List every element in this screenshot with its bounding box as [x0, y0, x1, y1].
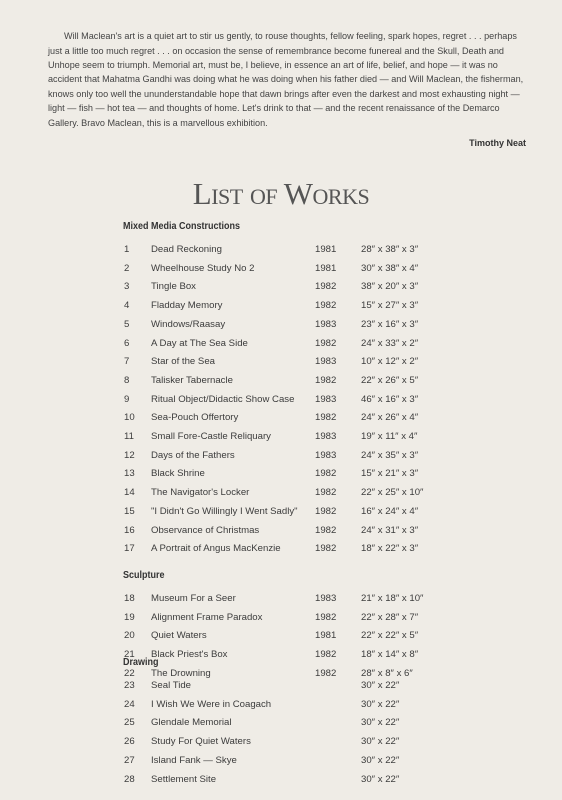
work-dimensions: 10″ x 12″ x 2″: [361, 356, 419, 368]
work-year: 1982: [315, 468, 337, 480]
work-title: Black Shrine: [151, 468, 205, 480]
work-row: [0, 487, 562, 505]
work-number: 3: [124, 281, 130, 293]
work-dimensions: 24″ x 35″ x 3″: [361, 449, 419, 461]
work-year: 1982: [315, 281, 337, 293]
work-number: 20: [124, 630, 135, 642]
work-number: 4: [124, 300, 130, 312]
work-row: [0, 506, 562, 524]
work-year: 1982: [315, 505, 337, 517]
work-number: 23: [124, 680, 135, 691]
work-title: Observance of Christmas: [151, 524, 260, 536]
work-year: 1983: [315, 393, 337, 405]
work-dimensions: 30″ x 22″: [361, 773, 400, 785]
work-dimensions: 19″ x 11″ x 4″: [361, 431, 418, 442]
work-title: Ritual Object/Didactic Show Case: [151, 393, 295, 405]
work-number: 7: [124, 356, 130, 368]
work-dimensions: 30″ x 22″: [361, 698, 400, 710]
section-heading: Sculpture: [123, 570, 165, 581]
work-title: Wheelhouse Study No 2: [151, 262, 255, 274]
work-number: 2: [124, 262, 130, 274]
work-title: Fladday Memory: [151, 300, 223, 312]
work-year: 1982: [315, 300, 337, 312]
work-year: 1982: [315, 543, 337, 555]
work-dimensions: 22″ x 22″ x 5″: [361, 630, 419, 642]
work-dimensions: 30″ x 22″: [361, 680, 400, 691]
work-number: 8: [124, 374, 130, 386]
author-credit: Timothy Neat: [469, 138, 526, 148]
work-number: 12: [124, 449, 135, 461]
work-number: 27: [124, 754, 135, 766]
work-title: Sea-Pouch Offertory: [151, 412, 239, 424]
work-year: 1983: [315, 318, 337, 330]
work-title: Seal Tide: [151, 680, 192, 691]
work-title: Quiet Waters: [151, 630, 207, 642]
work-dimensions: 28″ x 38″ x 3″: [361, 244, 419, 255]
work-dimensions: 15″ x 21″ x 3″: [361, 468, 419, 480]
work-number: 6: [124, 337, 130, 349]
work-title: The Navigator's Locker: [151, 487, 250, 499]
work-row: [0, 543, 562, 561]
work-number: 1: [124, 244, 130, 255]
work-dimensions: 30″ x 22″: [361, 736, 400, 748]
work-dimensions: 46″ x 16″ x 3″: [361, 393, 419, 405]
work-dimensions: 23″ x 16″ x 3″: [361, 318, 419, 330]
work-number: 21: [124, 649, 135, 661]
work-number: 10: [124, 412, 135, 424]
work-year: 1983: [315, 593, 337, 604]
work-title: Small Fore-Castle Reliquary: [151, 431, 271, 442]
work-year: 1982: [315, 374, 337, 386]
work-number: 22: [124, 667, 135, 679]
work-row: [0, 680, 562, 698]
work-row: [0, 717, 562, 735]
work-row: [0, 774, 562, 792]
work-year: 1981: [315, 630, 337, 642]
work-title: Star of the Sea: [151, 356, 215, 368]
work-number: 28: [124, 773, 135, 785]
work-dimensions: 22″ x 28″ x 7″: [361, 611, 419, 623]
work-number: 16: [124, 524, 135, 536]
work-year: 1982: [315, 649, 337, 661]
work-year: 1982: [315, 667, 337, 679]
work-title: A Portrait of Angus MacKenzie: [151, 543, 281, 555]
work-dimensions: 30″ x 22″: [361, 754, 400, 766]
work-title: Tingle Box: [151, 281, 196, 293]
work-title: Black Priest's Box: [151, 649, 228, 661]
intro-paragraph: Will Maclean's art is a quiet art to stir us gently, to rouse thoughts, fellow feeling, spark hopes, regret . . . perhaps just a little too much regret . . . on occasion the sense of remembrance become funereal and the Skull, Death and Unhope seem to triumph. Memorial art, must be, I believe, in essence an art of life, belief, and hope — it was no accident that Mahatma Gandhi was doing what he was doing when his father died — and Will Maclean, the fisherman, knows only too well the ununderstandable hope that dawn brings after even the darkest and most exhausting night — light — fish — hot tea — and thoughts of home. Let's drink to that — and the recent renaissance of the Demarco Gallery. Bravo Maclean, this is a marvellous exhibition.: [48, 31, 524, 128]
work-title: A Day at The Sea Side: [151, 337, 248, 349]
work-row: [0, 394, 562, 412]
work-title: Days of the Fathers: [151, 449, 235, 461]
work-row: [0, 263, 562, 281]
work-row: [0, 300, 562, 318]
work-title: Island Fank — Skye: [151, 754, 237, 766]
work-number: 25: [124, 717, 135, 729]
work-row: [0, 649, 562, 667]
work-year: 1982: [315, 524, 337, 536]
work-title: Windows/Raasay: [151, 318, 226, 330]
work-row: [0, 736, 562, 754]
work-row: [0, 612, 562, 630]
work-title: Study For Quiet Waters: [151, 736, 251, 748]
work-row: [0, 431, 562, 449]
work-number: 9: [124, 393, 130, 405]
work-number: 15: [124, 505, 135, 517]
work-number: 26: [124, 736, 135, 748]
work-number: 14: [124, 487, 135, 499]
work-row: [0, 319, 562, 337]
work-row: [0, 338, 562, 356]
work-row: [0, 755, 562, 773]
work-row: [0, 525, 562, 543]
work-number: 18: [124, 593, 135, 604]
section-heading: Mixed Media Constructions: [123, 221, 241, 232]
work-title: "I Didn't Go Willingly I Went Sadly": [151, 505, 298, 517]
work-row: [0, 593, 562, 611]
work-year: 1983: [315, 449, 337, 461]
work-year: 1983: [315, 431, 337, 442]
work-dimensions: 38″ x 20″ x 3″: [361, 281, 419, 293]
work-dimensions: 28″ x 8″ x 6″: [361, 667, 413, 679]
work-dimensions: 22″ x 26″ x 5″: [361, 374, 419, 386]
work-title: Alignment Frame Paradox: [151, 611, 263, 623]
work-number: 11: [124, 431, 134, 442]
work-dimensions: 21″ x 18″ x 10″: [361, 593, 424, 604]
work-dimensions: 24″ x 31″ x 3″: [361, 524, 419, 536]
work-dimensions: 15″ x 27″ x 3″: [361, 300, 419, 312]
work-title: Museum For a Seer: [151, 593, 236, 604]
work-number: 5: [124, 318, 130, 330]
work-row: [0, 281, 562, 299]
work-dimensions: 24″ x 33″ x 2″: [361, 337, 419, 349]
work-year: 1981: [315, 244, 337, 255]
work-title: Dead Reckoning: [151, 244, 222, 255]
work-row: [0, 468, 562, 486]
work-number: 24: [124, 698, 135, 710]
work-number: 13: [124, 468, 135, 480]
work-dimensions: 16″ x 24″ x 4″: [361, 505, 419, 517]
work-number: 17: [124, 543, 135, 555]
work-title: I Wish We Were in Coagach: [151, 698, 272, 710]
work-row: [0, 375, 562, 393]
work-year: 1983: [315, 356, 337, 368]
work-dimensions: 24″ x 26″ x 4″: [361, 412, 419, 424]
work-dimensions: 22″ x 25″ x 10″: [361, 487, 424, 499]
work-dimensions: 30″ x 22″: [361, 717, 400, 729]
work-dimensions: 30″ x 38″ x 4″: [361, 262, 419, 274]
work-year: 1982: [315, 412, 337, 424]
work-row: [0, 412, 562, 430]
page-title: List of Works: [192, 176, 370, 211]
work-title: Settlement Site: [151, 773, 217, 785]
work-dimensions: 18″ x 14″ x 8″: [361, 649, 419, 661]
work-row: [0, 244, 562, 262]
work-row: [0, 356, 562, 374]
work-year: 1982: [315, 487, 337, 499]
work-year: 1982: [315, 611, 337, 623]
work-number: 19: [124, 611, 135, 623]
work-title: Talisker Tabernacle: [151, 374, 233, 386]
work-title: The Drowning: [151, 667, 211, 679]
section-heading: Drawing: [123, 657, 159, 668]
work-row: [0, 630, 562, 648]
work-year: 1981: [315, 262, 337, 274]
work-year: 1982: [315, 337, 337, 349]
work-row: [0, 699, 562, 717]
work-title: Glendale Memorial: [151, 717, 232, 729]
work-dimensions: 18″ x 22″ x 3″: [361, 543, 419, 555]
work-row: [0, 450, 562, 468]
